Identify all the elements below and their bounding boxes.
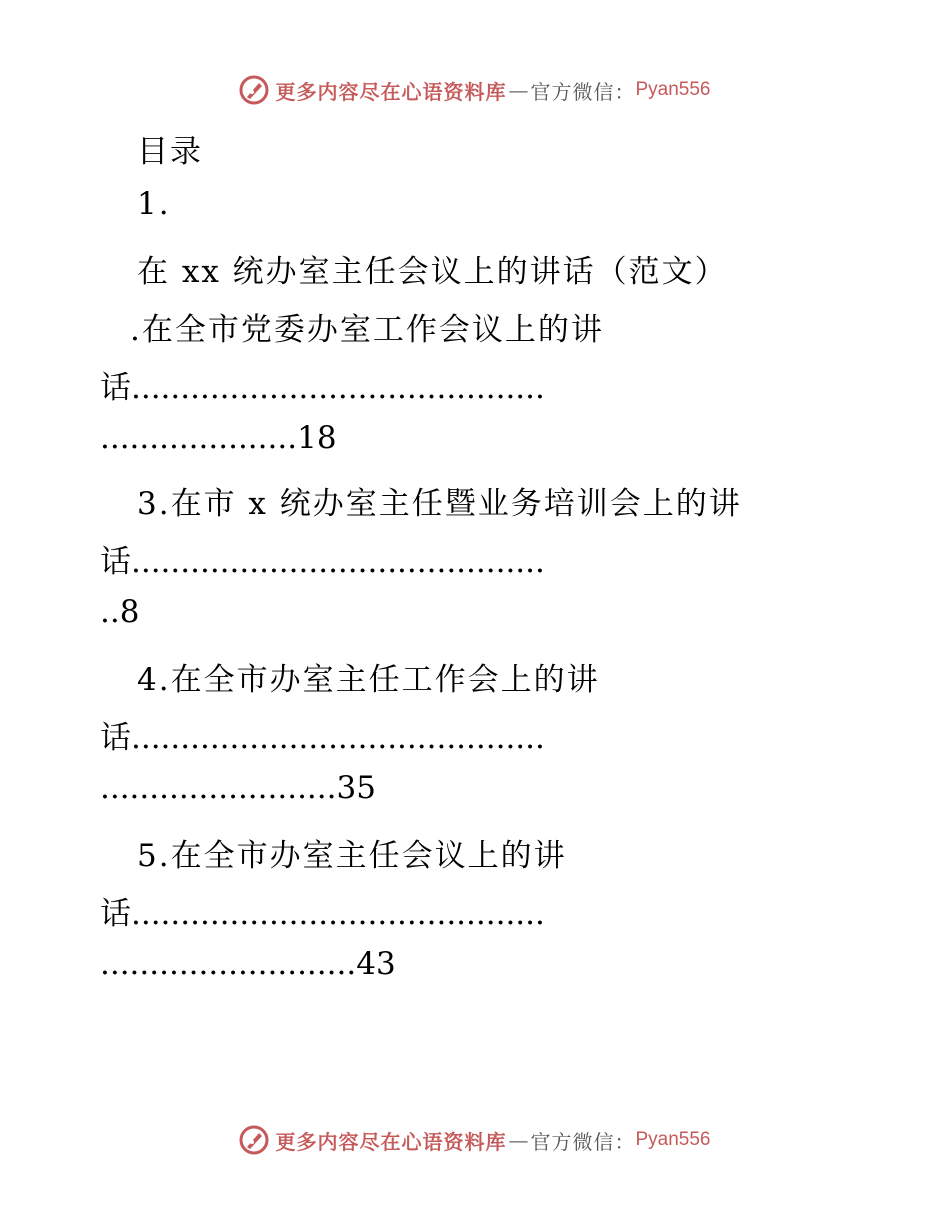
footer-banner [0,1122,950,1158]
banner-id: Pyan556 [635,79,711,100]
toc-entry-line: 话.......................................... [100,370,545,406]
toc-entry-title: 3.在市 x 统办室主任暨业务培训会上的讲 [137,486,742,522]
page-number: 18 [297,420,337,456]
banner-separator: — [508,78,529,102]
banner-label: 官方微信： [530,1129,636,1154]
pen-logo-icon [239,75,269,105]
doc-title: 在 xx 统办室主任会议上的讲话（范文） [137,254,728,290]
banner-label: 官方微信： [530,79,636,104]
toc-entry-line: 话.......................................... [100,720,545,756]
toc-first-number: 1. [137,186,171,222]
toc-entry-line: 话.......................................... [100,896,545,932]
page-number: 8 [119,594,140,630]
toc-entry-title: 5.在全市办室主任会议上的讲 [137,838,567,874]
banner-text: 更多内容尽在心语资料库 [275,79,507,104]
toc-entry-line: ..........................43 [100,946,396,982]
pen-logo-icon [239,1125,269,1155]
toc-entry-line: ....................18 [100,420,337,456]
toc-entry-title: 4.在全市办室主任工作会上的讲 [137,662,600,698]
banner-text: 更多内容尽在心语资料库 [275,1129,507,1154]
page-number: 35 [336,770,376,806]
toc-entry-line: 话.......................................... [100,544,545,580]
toc-heading: 目录 [137,134,203,170]
header-banner [0,72,950,108]
toc-entry-line: ..8 [100,594,140,630]
banner-id: Pyan556 [635,1129,711,1150]
toc-entry-line: ........................35 [100,770,376,806]
banner-separator: — [508,1128,529,1152]
toc-entry-title: .在全市党委办室工作会议上的讲 [130,312,604,348]
page-number: 43 [356,946,396,982]
